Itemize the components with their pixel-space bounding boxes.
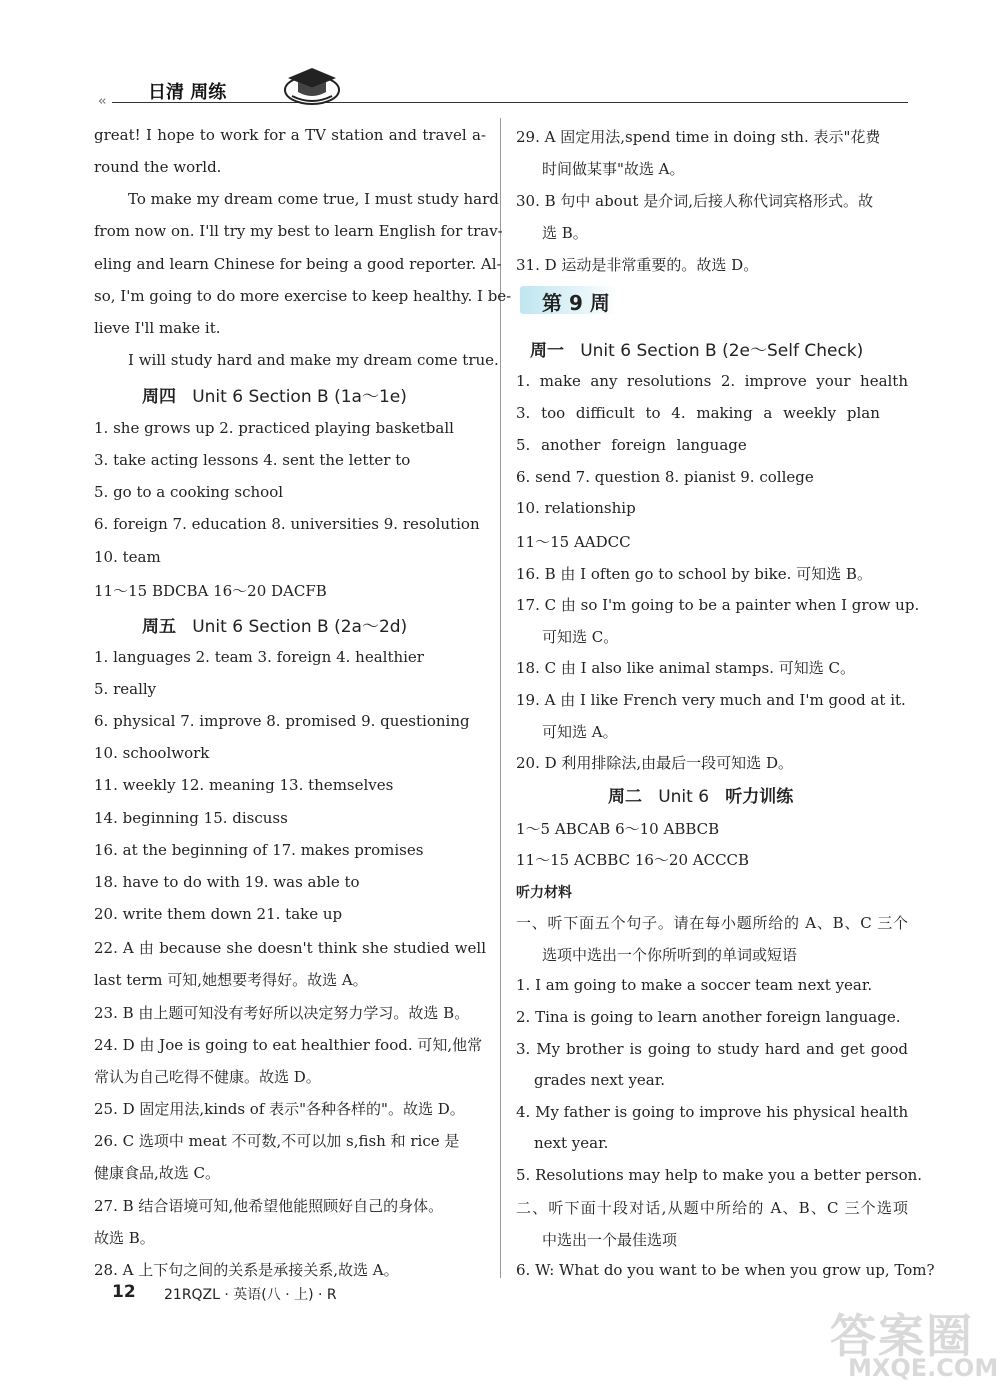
- answer-line: 可知选 A。: [542, 723, 618, 741]
- answer-line: 14. beginning 15. discuss: [94, 809, 288, 827]
- section-heading: [530, 336, 863, 361]
- answer-line: 11～15 ACBBC 16～20 ACCCB: [516, 851, 750, 869]
- text-line: so, I'm going to do more exercise to keep healthy. I be-: [94, 287, 512, 305]
- section-heading: [142, 382, 407, 407]
- answer-line: 23. B 由上题可知没有考好所以决定努力学习。故选 B。: [94, 1004, 470, 1022]
- answer-line: 16. at the beginning of 17. makes promises: [94, 841, 424, 859]
- answer-line: 10. team: [94, 548, 161, 566]
- section-unit: Unit 6 Section B (2a～2d): [192, 617, 408, 637]
- answer-line: 18. have to do with 19. was able to: [94, 873, 360, 891]
- watermark-url: MXQE.COM: [848, 1354, 999, 1382]
- section-day: 周四: [142, 387, 176, 407]
- answer-line: last term 可知,她想要考得好。故选 A。: [94, 971, 368, 989]
- text-line: I will study hard and make my dream come true.: [128, 351, 499, 369]
- listening-line: 中选出一个最佳选项: [542, 1231, 678, 1249]
- section-day: 周五: [142, 617, 176, 637]
- answer-line: 11. weekly 12. meaning 13. themselves: [94, 776, 394, 794]
- answer-line: 28. A 上下句之间的关系是承接关系,故选 A。: [94, 1261, 399, 1279]
- listening-line: 二、听下面十段对话,从题中所给的 A、B、C 三个选项: [516, 1199, 908, 1217]
- answer-line: 1～5 ABCAB 6～10 ABBCB: [516, 820, 720, 838]
- answer-line: 5. another foreign language: [516, 436, 747, 454]
- answer-line: 1. she grows up 2. practiced playing basketball: [94, 419, 454, 437]
- answer-line: 11～15 AADCC: [516, 533, 631, 551]
- answer-line: 健康食品,故选 C。: [94, 1164, 221, 1182]
- week-heading-text: 第 9 周: [542, 291, 610, 315]
- answer-line: 18. C 由 I also like animal stamps. 可知选 C。: [516, 659, 856, 677]
- listening-line: 一、听下面五个句子。请在每小题所给的 A、B、C 三个: [516, 914, 908, 932]
- listening-line: 6. W: What do you want to be when you grow up, Tom?: [516, 1261, 935, 1279]
- section-heading: [608, 782, 793, 807]
- listening-line: 5. Resolutions may help to make you a better person.: [516, 1166, 923, 1184]
- graduation-cap-logo-icon: [282, 60, 342, 106]
- listening-line: 4. My father is going to improve his physical health: [516, 1103, 909, 1121]
- answer-line: 1. make any resolutions 2. improve your health: [516, 372, 908, 390]
- answer-line: 29. A 固定用法,spend time in doing sth. 表示"花费: [516, 128, 881, 146]
- answer-line: 时间做某事"故选 A。: [542, 160, 685, 178]
- section-unit: Unit 6 Section B (2e～Self Check): [580, 341, 864, 361]
- answer-line: 选 B。: [542, 224, 588, 242]
- answer-line: 10. relationship: [516, 499, 636, 517]
- listening-line: grades next year.: [534, 1071, 666, 1089]
- text-line: round the world.: [94, 158, 222, 176]
- answer-line: 26. C 选项中 meat 不可数,不可以加 s,fish 和 rice 是: [94, 1132, 460, 1150]
- answer-line: 20. write them down 21. take up: [94, 905, 343, 923]
- book-code: 21RQZL · 英语(八 · 上) · R: [164, 1287, 337, 1303]
- answer-line: 3. take acting lessons 4. sent the letter to: [94, 451, 411, 469]
- section-heading: [142, 612, 407, 637]
- answer-line: 24. D 由 Joe is going to eat healthier food. 可知,他常: [94, 1036, 483, 1054]
- page-header: [92, 58, 908, 108]
- answer-line: 故选 B。: [94, 1229, 155, 1247]
- listening-material-title: 听力材料: [516, 885, 572, 901]
- header-title: 日清 周练: [148, 82, 227, 103]
- listening-line: next year.: [534, 1134, 609, 1152]
- answer-line: 20. D 利用排除法,由最后一段可知选 D。: [516, 754, 793, 772]
- listening-line: 2. Tina is going to learn another foreign language.: [516, 1008, 901, 1026]
- text-line: eling and learn Chinese for being a good reporter. Al-: [94, 255, 502, 273]
- text-line: To make my dream come true, I must study hard: [128, 190, 499, 208]
- answer-line: 27. B 结合语境可知,他希望他能照顾好自己的身体。: [94, 1197, 444, 1215]
- answer-line: 3. too difficult to 4. making a weekly plan: [516, 404, 880, 422]
- header-arrows: ‹‹: [98, 94, 105, 109]
- page-footer: [94, 1282, 394, 1306]
- answer-line: 17. C 由 so I'm going to be a painter when I grow up.: [516, 596, 920, 614]
- section-day: 周二: [608, 787, 642, 807]
- listening-line: 选项中选出一个你所听到的单词或短语: [542, 946, 798, 964]
- listening-line: 3. My brother is going to study hard and get good: [516, 1040, 908, 1058]
- answer-line: 1. languages 2. team 3. foreign 4. healthier: [94, 648, 424, 666]
- listening-line: 1. I am going to make a soccer team next year.: [516, 976, 873, 994]
- section-unit: Unit 6 Section B (1a～1e): [192, 387, 407, 407]
- answer-line: 22. A 由 because she doesn't think she studied well: [94, 939, 486, 957]
- answer-line: 30. B 句中 about 是介词,后接人称代词宾格形式。故: [516, 192, 873, 210]
- text-line: from now on. I'll try my best to learn English for trav-: [94, 222, 503, 240]
- answer-line: 6. send 7. question 8. pianist 9. college: [516, 468, 814, 486]
- section-topic: 听力训练: [725, 787, 794, 807]
- answer-line: 10. schoolwork: [94, 744, 210, 762]
- answer-line: 6. foreign 7. education 8. universities 9. resolution: [94, 515, 480, 533]
- answer-line: 可知选 C。: [542, 628, 619, 646]
- text-line: great! I hope to work for a TV station and travel a-: [94, 126, 486, 144]
- answer-line: 11～15 BDCBA 16～20 DACFB: [94, 582, 327, 600]
- header-rule-right: [354, 102, 908, 103]
- answer-line: 5. go to a cooking school: [94, 483, 284, 501]
- text-line: lieve I'll make it.: [94, 319, 221, 337]
- site-watermark: [830, 1300, 999, 1386]
- section-day: 周一: [530, 341, 564, 361]
- watermark-logo-text: 答案圈: [830, 1309, 974, 1363]
- answer-line: 19. A 由 I like French very much and I'm good at it.: [516, 691, 906, 709]
- answer-line: 25. D 固定用法,kinds of 表示"各种各样的"。故选 D。: [94, 1100, 465, 1118]
- answer-line: 6. physical 7. improve 8. promised 9. questioning: [94, 712, 470, 730]
- answer-line: 5. really: [94, 680, 157, 698]
- week-heading: [516, 284, 618, 316]
- answer-line: 16. B 由 I often go to school by bike. 可知选 B。: [516, 565, 872, 583]
- page-number: 12: [112, 1282, 136, 1302]
- answer-line: 常认为自己吃得不健康。故选 D。: [94, 1068, 321, 1086]
- section-unit: Unit 6: [658, 787, 710, 807]
- answer-line: 31. D 运动是非常重要的。故选 D。: [516, 256, 759, 274]
